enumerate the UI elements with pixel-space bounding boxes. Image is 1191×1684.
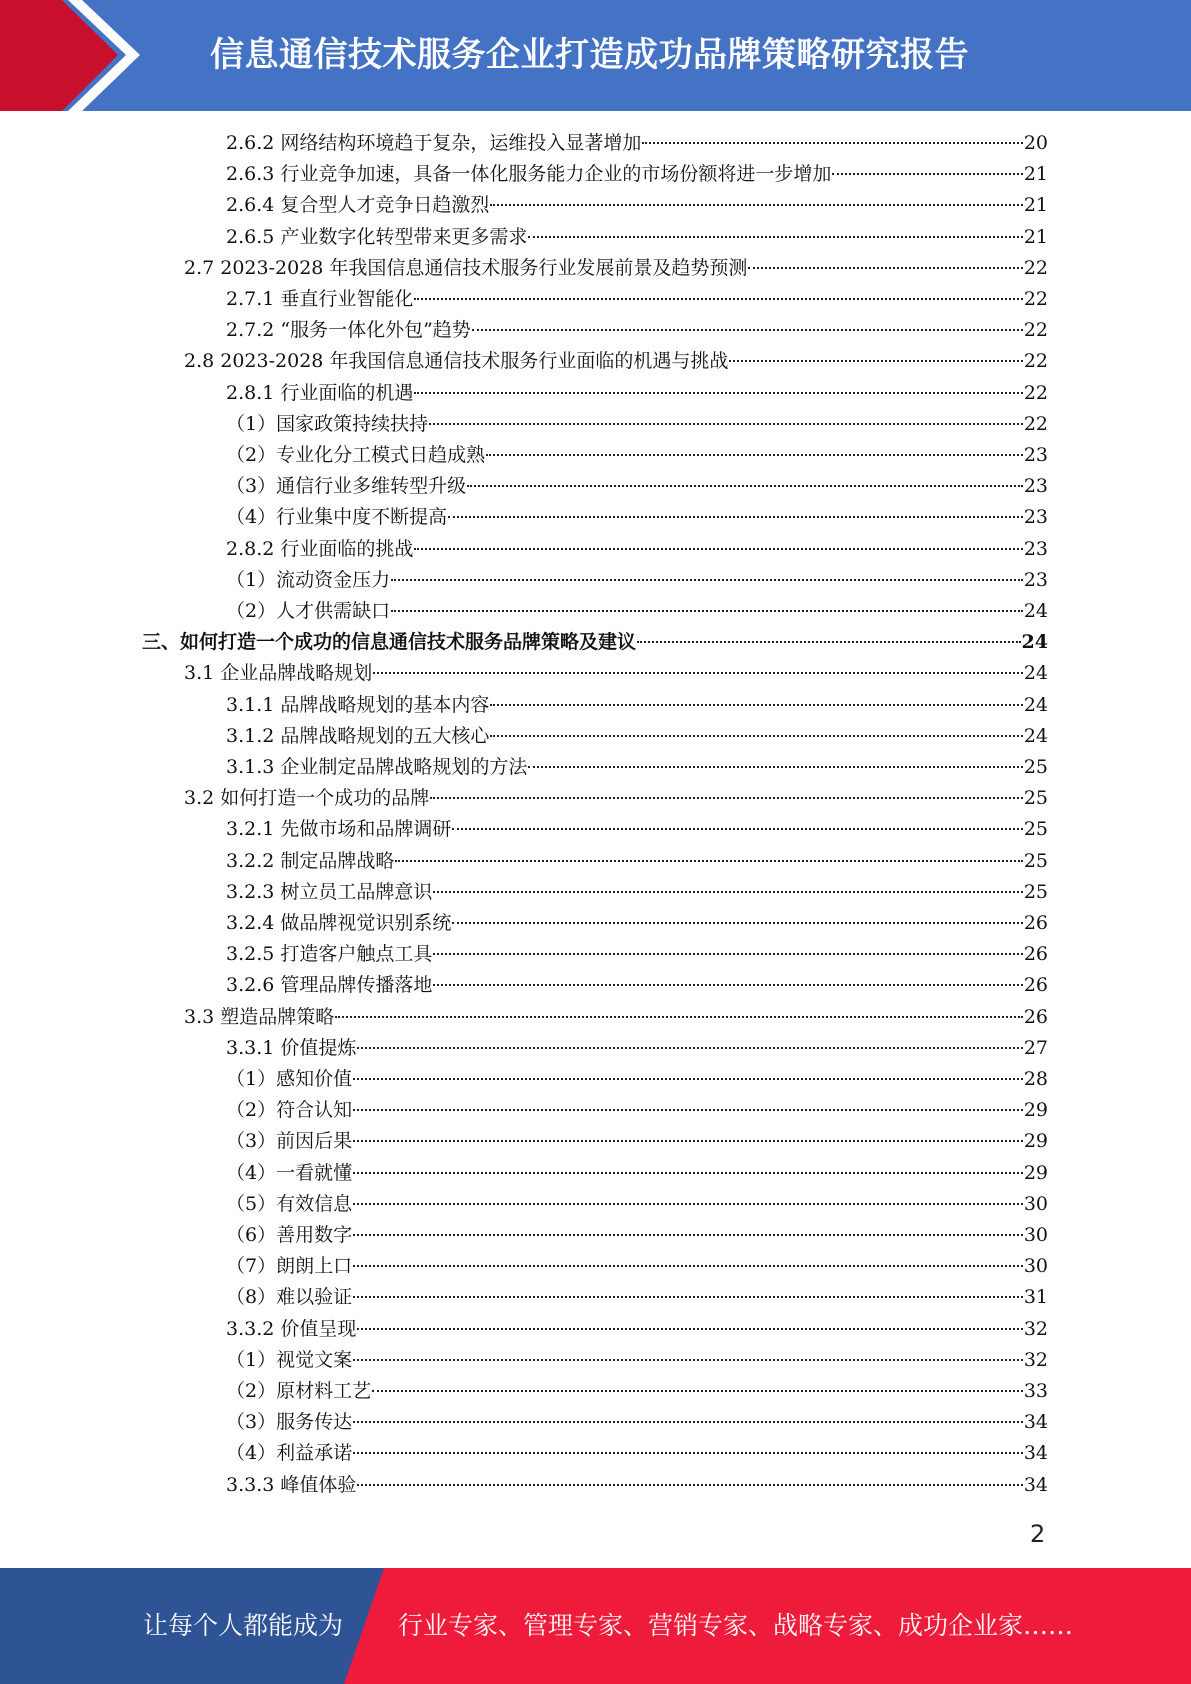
toc-entry-label: 2.8 2023-2028 年我国信息通信技术服务行业面临的机遇与挑战: [184, 350, 729, 373]
toc-entry-label: 3.1.3 企业制定品牌战略规划的方法: [226, 756, 528, 778]
toc-dot-leader: [414, 548, 1022, 550]
toc-entry-label: 2.7 2023-2028 年我国信息通信技术服务行业发展前景及趋势预测: [184, 256, 748, 279]
toc-entry-label: （4）利益承诺: [226, 1442, 353, 1465]
toc-entry[interactable]: [184, 783, 1048, 814]
toc-entry-label: 3.2.1 先做市场和品牌调研: [226, 818, 452, 841]
toc-dot-leader: [353, 1421, 1023, 1423]
toc-dot-leader: [528, 236, 1022, 238]
toc-dot-leader: [832, 173, 1022, 175]
toc-dot-leader: [467, 485, 1023, 487]
toc-entry-label: （2）专业化分工模式日趋成熟: [226, 444, 486, 466]
toc-entry[interactable]: [226, 1189, 1048, 1220]
toc-entry-page: 33: [1023, 1380, 1048, 1402]
toc-entry-page: 30: [1023, 1192, 1048, 1215]
toc-dot-leader: [642, 142, 1022, 144]
toc-entry-page: 22: [1023, 381, 1048, 404]
toc-entry-label: （3）通信行业多维转型升级: [226, 475, 467, 498]
toc-dot-leader: [433, 891, 1022, 893]
toc-dot-leader: [335, 1016, 1023, 1018]
toc-entry[interactable]: [226, 877, 1048, 908]
toc-entry-label: （1）视觉文案: [226, 1348, 353, 1371]
toc-entry-label: 2.7.2 “服务一体化外包”趋势: [226, 319, 471, 342]
toc-entry-page: 32: [1023, 1348, 1048, 1371]
toc-dot-leader: [528, 766, 1022, 768]
toc-dot-leader: [357, 1484, 1022, 1486]
toc-entry-page: 25: [1023, 756, 1048, 778]
toc-dot-leader: [429, 423, 1023, 425]
toc-dot-leader: [433, 984, 1022, 986]
toc-entry[interactable]: [226, 721, 1048, 752]
toc-entry-page: 22: [1023, 288, 1048, 310]
toc-entry-label: （8）难以验证: [226, 1286, 353, 1309]
toc-dot-leader: [637, 641, 1021, 643]
toc-entry[interactable]: [226, 1438, 1048, 1469]
toc-entry[interactable]: [226, 159, 1048, 190]
toc-entry-label: 3.2.3 树立员工品牌意识: [226, 880, 433, 903]
toc-dot-leader: [353, 1265, 1023, 1267]
toc-entry-label: 3.3.1 价值提炼: [226, 1036, 357, 1059]
toc-dot-leader: [353, 1296, 1023, 1298]
toc-entry[interactable]: [226, 502, 1048, 533]
toc-entry[interactable]: [226, 315, 1048, 346]
toc-entry-label: （3）前因后果: [226, 1130, 353, 1153]
toc-entry[interactable]: [226, 1220, 1048, 1251]
toc-entry[interactable]: [226, 1314, 1048, 1345]
toc-entry-label: 3.3.2 价值呈现: [226, 1317, 357, 1340]
toc-entry-page: 22: [1023, 412, 1048, 435]
page-number: 2: [1030, 1520, 1046, 1548]
toc-entry-page: 25: [1023, 849, 1048, 872]
toc-entry[interactable]: [226, 1376, 1048, 1407]
toc-dot-leader: [430, 797, 1023, 799]
toc-entry[interactable]: [226, 378, 1048, 409]
toc-entry[interactable]: [226, 752, 1048, 783]
page-footer: [0, 1568, 1191, 1684]
toc-entry[interactable]: [184, 253, 1048, 284]
toc-entry-page: 24: [1023, 600, 1048, 622]
toc-entry-page: 30: [1023, 1255, 1048, 1278]
toc-dot-leader: [490, 704, 1022, 706]
toc-entry[interactable]: [226, 440, 1048, 471]
toc-entry-label: （1）感知价值: [226, 1068, 353, 1090]
toc-entry[interactable]: [226, 1126, 1048, 1157]
toc-entry[interactable]: [226, 1251, 1048, 1282]
toc-dot-leader: [748, 267, 1022, 269]
toc-entry-page: 27: [1023, 1036, 1048, 1059]
toc-entry-page: 26: [1023, 912, 1048, 934]
toc-entry[interactable]: [226, 222, 1048, 253]
toc-entry-page: 24: [1023, 724, 1048, 747]
toc-entry-label: 2.6.2 网络结构环境趋于复杂，运维投入显著增加: [226, 132, 642, 154]
toc-entry-label: （4）一看就懂: [226, 1161, 353, 1184]
toc-entry-page: 25: [1023, 880, 1048, 903]
toc-dot-leader: [353, 1234, 1023, 1236]
toc-entry[interactable]: [226, 471, 1048, 502]
toc-entry[interactable]: [226, 409, 1048, 440]
toc-entry-page: 25: [1023, 787, 1048, 810]
toc-entry[interactable]: [184, 658, 1048, 689]
toc-entry-page: 34: [1023, 1411, 1048, 1434]
toc-entry-page: 21: [1023, 163, 1048, 186]
toc-entry-page: 26: [1023, 1005, 1048, 1028]
toc-entry-label: （2）符合认知: [226, 1099, 353, 1122]
toc-entry[interactable]: [226, 1470, 1048, 1501]
toc-entry-label: 3.2.2 制定品牌战略: [226, 849, 395, 872]
toc-entry-label: 3.1.1 品牌战略规划的基本内容: [226, 693, 490, 716]
toc-entry-page: 31: [1023, 1286, 1048, 1309]
toc-entry-label: 3.1.2 品牌战略规划的五大核心: [226, 724, 490, 747]
toc-entry-label: 3.1 企业品牌战略规划: [184, 662, 373, 685]
toc-entry-label: （1）流动资金压力: [226, 568, 391, 591]
toc-dot-leader: [452, 828, 1022, 830]
toc-dot-leader: [357, 1047, 1022, 1049]
toc-entry-label: 3.2.4 做品牌视觉识别系统: [226, 912, 452, 934]
toc-entry[interactable]: [142, 627, 1048, 658]
toc-entry-label: （7）朗朗上口: [226, 1255, 353, 1278]
toc-dot-leader: [729, 360, 1022, 362]
page-header: [0, 0, 1191, 111]
toc-entry-page: 34: [1023, 1442, 1048, 1465]
toc-dot-leader: [357, 1328, 1022, 1330]
toc-entry[interactable]: [226, 284, 1048, 315]
toc-entry-page: 22: [1023, 319, 1048, 342]
toc-entry[interactable]: [226, 846, 1048, 877]
toc-entry-page: 26: [1023, 943, 1048, 966]
toc-entry[interactable]: [226, 565, 1048, 596]
toc-entry[interactable]: [226, 939, 1048, 970]
toc-entry-label: （2）人才供需缺口: [226, 600, 391, 622]
toc-entry-label: 3.2.6 管理品牌传播落地: [226, 974, 433, 997]
toc-entry-page: 28: [1023, 1068, 1048, 1090]
toc-entry-label: 3.2 如何打造一个成功的品牌: [184, 787, 430, 810]
toc-entry-label: （3）服务传达: [226, 1411, 353, 1434]
toc-dot-leader: [391, 579, 1023, 581]
toc-entry-page: 21: [1023, 225, 1048, 248]
toc-entry-page: 29: [1023, 1130, 1048, 1153]
toc-entry[interactable]: [226, 1407, 1048, 1438]
toc-entry[interactable]: [226, 534, 1048, 565]
toc-entry-page: 24: [1023, 693, 1048, 716]
toc-entry[interactable]: [226, 128, 1048, 159]
toc-dot-leader: [414, 392, 1022, 394]
toc-dot-leader: [373, 672, 1023, 674]
toc-dot-leader: [490, 735, 1022, 737]
toc-dot-leader: [486, 454, 1023, 456]
footer-slogan-right: 行业专家、管理专家、营销专家、战略专家、成功企业家……: [398, 1611, 1074, 1640]
report-title: 信息通信技术服务企业打造成功品牌策略研究报告: [210, 35, 969, 75]
toc-dot-leader: [353, 1203, 1023, 1205]
toc-entry-label: （4）行业集中度不断提高: [226, 506, 448, 529]
toc-entry-label: （1）国家政策持续扶持: [226, 412, 429, 435]
toc-entry[interactable]: [226, 1282, 1048, 1313]
toc-entry-page: 26: [1023, 974, 1048, 997]
toc-entry[interactable]: [226, 690, 1048, 721]
toc-entry[interactable]: [226, 1158, 1048, 1189]
toc-entry[interactable]: [184, 346, 1048, 377]
toc-entry-label: （6）善用数字: [226, 1224, 353, 1246]
toc-entry-page: 21: [1023, 194, 1048, 217]
toc-entry-page: 34: [1023, 1473, 1048, 1496]
toc-entry[interactable]: [226, 970, 1048, 1001]
toc-entry-page: 32: [1023, 1317, 1048, 1340]
toc-entry[interactable]: [226, 596, 1048, 627]
toc-dot-leader: [391, 610, 1023, 612]
toc-dot-leader: [414, 298, 1022, 300]
toc-entry[interactable]: [184, 1002, 1048, 1033]
toc-entry-label: 3.2.5 打造客户触点工具: [226, 943, 433, 966]
toc-entry-page: 20: [1023, 132, 1048, 154]
toc-entry[interactable]: [226, 1064, 1048, 1095]
toc-entry-label: 2.7.1 垂直行业智能化: [226, 288, 414, 310]
toc-dot-leader: [433, 953, 1022, 955]
toc-entry-page: 23: [1023, 475, 1048, 498]
toc-entry-page: 24: [1021, 631, 1048, 654]
toc-entry-label: 3.3.3 峰值体验: [226, 1473, 357, 1496]
toc-dot-leader: [353, 1359, 1023, 1361]
footer-slogan-left: 让每个人都能成为: [143, 1611, 344, 1640]
toc-dot-leader: [353, 1109, 1023, 1111]
toc-entry-page: 22: [1023, 256, 1048, 279]
toc-entry-label: （2）原材料工艺: [226, 1380, 372, 1402]
toc-entry-page: 22: [1023, 350, 1048, 373]
toc-entry[interactable]: [226, 190, 1048, 221]
toc-entry-page: 29: [1023, 1161, 1048, 1184]
toc-dot-leader: [472, 329, 1023, 331]
toc-entry-page: 23: [1023, 537, 1048, 560]
toc-dot-leader: [353, 1140, 1023, 1142]
toc-entry-label: 三、如何打造一个成功的信息通信技术服务品牌策略及建议: [142, 631, 637, 654]
toc-entry[interactable]: [226, 1345, 1048, 1376]
toc-entry-page: 29: [1023, 1099, 1048, 1122]
toc-dot-leader: [353, 1078, 1023, 1080]
toc-entry[interactable]: [226, 814, 1048, 845]
toc-entry-label: （5）有效信息: [226, 1192, 353, 1215]
toc-entry-label: 3.3 塑造品牌策略: [184, 1005, 335, 1028]
toc-entry-page: 23: [1023, 444, 1048, 466]
toc-entry-page: 24: [1023, 662, 1048, 685]
toc-entry[interactable]: [226, 1033, 1048, 1064]
toc-dot-leader: [452, 922, 1022, 924]
toc-dot-leader: [353, 1452, 1023, 1454]
toc-entry[interactable]: [226, 1095, 1048, 1126]
toc-entry-page: 25: [1023, 818, 1048, 841]
toc-entry-label: 2.6.4 复合型人才竞争日趋激烈: [226, 194, 490, 217]
toc-entry-page: 30: [1023, 1224, 1048, 1246]
toc-entry-label: 2.6.3 行业竞争加速，具备一体化服务能力企业的市场份额将进一步增加: [226, 163, 832, 186]
toc-entry-page: 23: [1023, 506, 1048, 529]
toc-dot-leader: [395, 860, 1022, 862]
toc-dot-leader: [448, 516, 1023, 518]
toc-dot-leader: [490, 204, 1022, 206]
toc-entry-page: 23: [1023, 568, 1048, 591]
toc-entry-label: 2.6.5 产业数字化转型带来更多需求: [226, 225, 528, 248]
toc-entry[interactable]: [226, 908, 1048, 939]
toc-entry-label: 2.8.1 行业面临的机遇: [226, 381, 414, 404]
toc-dot-leader: [353, 1172, 1023, 1174]
toc-entry-label: 2.8.2 行业面临的挑战: [226, 537, 414, 560]
toc-dot-leader: [372, 1390, 1023, 1392]
